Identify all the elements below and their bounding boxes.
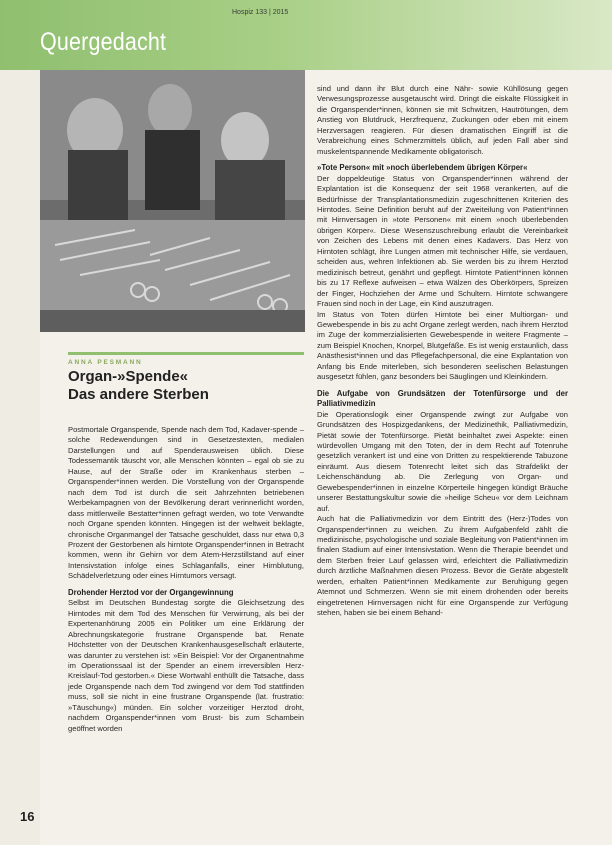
- paragraph: sind und dann ihr Blut durch eine Nähr- sowie Kühllösung gegen Verwesungsprozesse ausgetauscht wird. Dringt die eiskalte Flüssigkeit in die Organspender*innen, können sie mit Schwitzen, Hautrötungen, dem Anstieg von Blutdruck, Herzfrequenz, Zuckungen oder eben mit einem Herzversagen reagieren. Für diesen dramatischen Eingriff ist die Verabreichung eines Schmerzmittels üblich, auf jeden Fall aber sind muskelentspannende Medikamente obligatorisch.: [317, 84, 568, 156]
- issue-label: Hospiz 133 | 2015: [232, 9, 289, 16]
- article-title-line2: Das andere Sterben: [68, 386, 209, 403]
- paragraph: Im Status von Toten dürfen Hirntote bei einer Multiorgan- und Gewebespende in bis zu acht Organe zerlegt werden, nach ihrem Herztod im Zuge der kommerzialisierten Gewebespende in weitere Fragmente – zum Beispiel Knochen, Knorpel, Blutgefäße. Es ist wenig erstaunlich, dass Anästhesist*innen und das Pflegefachpersonal, die eine Explantation von Anfang bis Ende miterleben, sich besonderen seelischen Belastungen ausgesetzt fühlen, ganz besonders bei Säuglingen und Kleinkindern.: [317, 309, 568, 382]
- author-rule: [68, 352, 304, 355]
- subheading: Die Aufgabe von Grundsätzen der Totenfürsorge und der Palliativmedizin: [317, 388, 568, 409]
- paragraph: Der doppeldeutige Status von Organspender*innen während der Explantation ist die Konsequenz der seit 1968 verankerten, auf die Bedürfnisse der Transplantationsmedizin zugeschnittenen Kriterien des Hirntodes. Seine Definition beruht auf der Zweiteilung von Patient*innen mit Hirnversagen in »tote Personen« mit einem »noch überlebenden übrigen Körper«. Diese Wesenszuschreibung erlaubt die Vereinbarkeit von Zeichen des Lebens mit denen eines Kadavers. Das Herz von Hirntoten schlägt, ihre Lungen atmen mit technischer Hilfe, sie verdauen, scheiden aus, wehren Infektionen ab. Sie werden bis zu ihrem Herztod medizinisch betreut, genährt und gepflegt. Hirntote Patient*innen können bis zu 17 Reflexe aufweisen – etwa Wälzen des Oberkörpers, Spreizen der Finger, Hochziehen der Arme und Schultern. Hirntote schwangere Frauen sind noch in der Lage, ein Kind auszutragen.: [317, 173, 568, 309]
- paragraph: Postmortale Organspende, Spende nach dem Tod, Kadaver-spende – solche Redewendungen sind in Gesetzestexten, medialen Darstellungen und auf Spenderausweisen üblich. Diese Todessemantik täuscht vor, alle Menschen könnten – egal ob sie zu Hause, auf der Straße oder im Krankenhaus sterben – Organspender*innen werden. Die Vorstellung von der Organspende nach dem Tod ist durch die seit Jahrzehnten betriebenen Werbekampagnen von der Bevölkerung derart verinnerlicht worden, dass mittlerweile Bestatter*innen gefragt werden, wo tote Verwandte noch Organe spenden könnten. Hingegen ist der weltweit beklagte, chronische Organmangel der Tatsache geschuldet, dass nur etwa 0,3 Prozent der Gestorbenen als hirntote Organspender*innen in Betracht kommen, wenn ihr Gehirn vor dem Atem-Herzstillstand auf einer Intensivstation infolge eines Schlaganfalls, einer Hirnblutung, Schädelverletzung oder eines Hirntumors versagt.: [68, 425, 304, 581]
- page-number: 16: [20, 809, 35, 824]
- paragraph: Die Operationslogik einer Organspende zwingt zur Aufgabe von Grundsätzen des Hospizgedankens, der Medizinethik, Palliativmedizin, Pietät sowie der Totenfürsorge. Pietät beinhaltet zwei Aspekte: einen würdevollen Umgang mit den Toten, der in dem Recht auf Totenruhe gesetzlich verankert ist und eine von Dritten zu respektierende Tabuzone einräumt. Aus diesem Totenrecht leitet sich das Strafdelikt der Leichenschändung ab. Die Zerlegung von Organ- und Gewebespender*innen in einzelne Körperteile hingegen kündigt Bräuche unserer Bestattungskultur sowie die »heilige Scheu« vor dem Leichnam auf.: [317, 409, 568, 513]
- left-column: [68, 425, 304, 734]
- section-title: Quergedacht: [40, 28, 167, 56]
- paragraph: Auch hat die Palliativmedizin vor dem Eintritt des (Herz-)Todes von Organspender*innen zu weichen. Zu ihrem Aufgabenfeld zählt die medizinische, psychologische und soziale Begleitung von Patient*innen im finalen Stadium auf einer Intensivstation. Wenn die Therapie beendet und dem Sterben freier Lauf gelassen wird, erleichtert die Palliativmedizin durch ärztliche Maßnahmen diesen Prozess. Bevor die Geräte abgestellt werden, erhalten Patient*innen Medikamente zur Beruhigung gegen Atemnot und Schmerzen. Wenn sie mit einem drohenden oder bereits eingetretenen Hirnversagen nicht für eine Organspende zur Verfügung stehen, haben sie bei einem Behand-: [317, 514, 568, 618]
- photo-illustration: [40, 70, 305, 332]
- page-margin: [0, 70, 40, 845]
- subheading: »Tote Person« mit »noch überlebendem übrigen Körper«: [317, 163, 528, 173]
- right-column: [317, 84, 568, 619]
- surgical-instruments-photo: [40, 70, 305, 332]
- paragraph: Selbst im Deutschen Bundestag sorgte die Gleichsetzung des Hirntodes mit dem Tod des Menschen für Verwirrung, als bei der Expertenanhörung 2005 ein Politiker um eine Erklärung der Abrechnungskategorie frustrane Organspende bat. Renate Höchstetter von der Deutschen Krankenhausgesellschaft erläuterte, was darunter zu verstehen ist: »Ein Beispiel: Vor der Organentnahme im Operationssaal ist der Spender an einem irreversiblen Herz-Kreislauf-Tod gestorben.« Diese Wortwahl enthüllt die Tatsache, dass jede Organspende nach dem Tod zwingend vor dem Tod stattfinden muss, soll sie nicht in eine frustrane Organspende (lat. frustratio: »Täuschung«) münden. Ein solcher vorzeitiger Herztod droht, nachdem Organspender*innen vom Brust- bis zum Schambein geöffnet worden: [68, 598, 304, 733]
- article-title-line1: Organ-»Spende«: [68, 368, 189, 385]
- subheading: Drohender Herztod vor der Organgewinnung: [68, 587, 234, 597]
- article-title: [68, 368, 304, 404]
- author-name: ANNA PESMANN: [68, 359, 143, 366]
